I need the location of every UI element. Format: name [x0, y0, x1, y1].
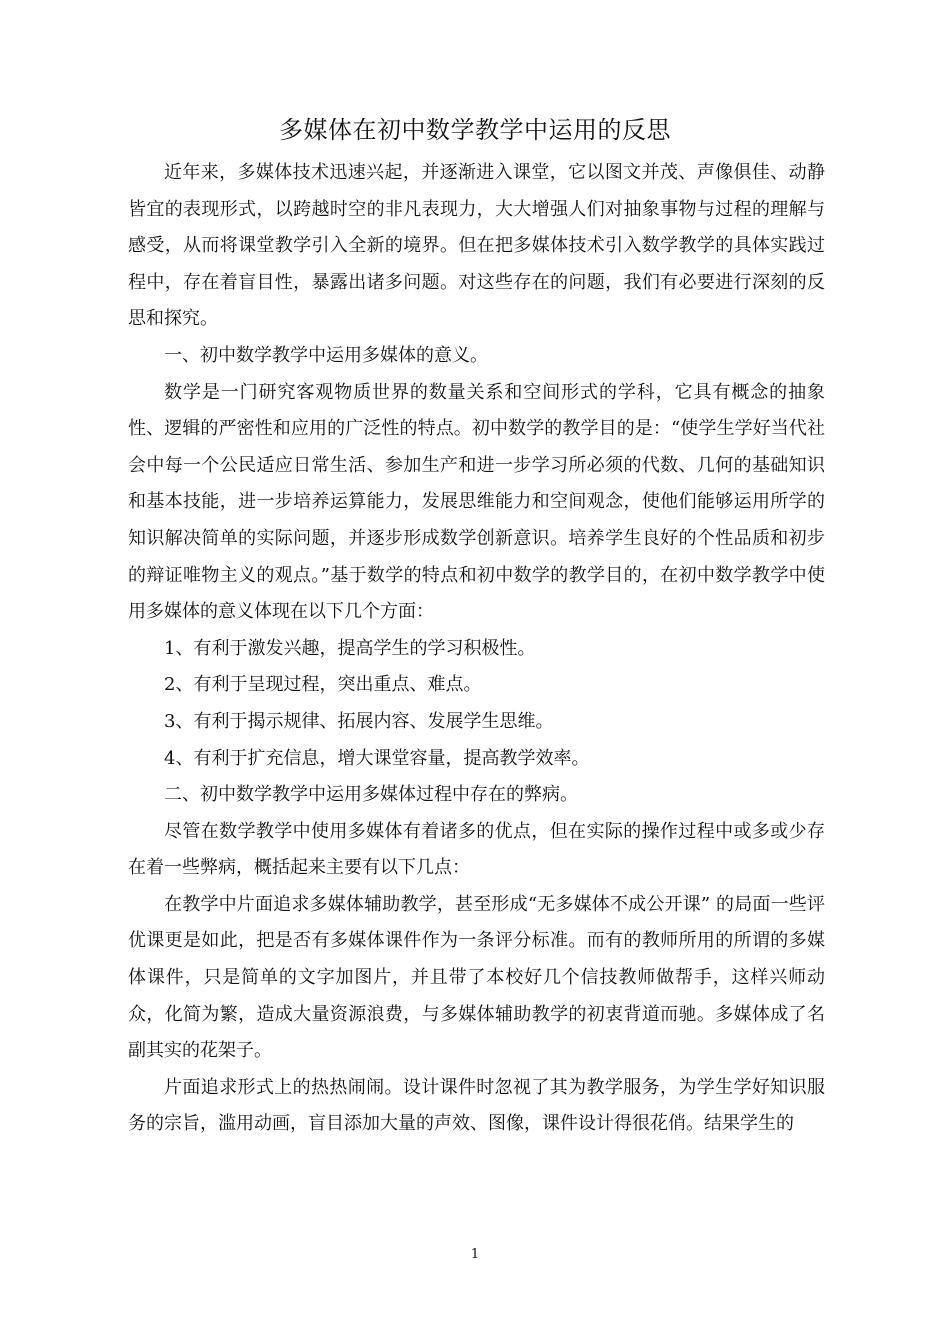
- paragraph-drawbacks-intro: 尽管在数学教学中使用多媒体有着诸多的优点，但在实际的操作过程中或多或少存在着一些弊病，概括起来主要有以下几点：: [128, 820, 825, 879]
- section-heading-2: 二、初中数学教学中运用多媒体过程中存在的弊病。: [164, 784, 578, 806]
- paragraph-math-meaning: 数学是一门研究客观物质世界的数量关系和空间形式的学科，它具有概念的抽象性、逻辑的严密性和应用的广泛性的特点。初中数学的教学目的是：“使学生学好当代社会中每一个公民适应日常生活、参加生产和进一步学习所必须的代数、几何的基础知识和基本技能，进一步培养运算能力，发展思维能力和空间观念，使他们能够运用所学的知识解决简单的实际问题，并逐步形成数学创新意识。培养学生良好的个性品质和初步的辩证唯物主义的观点。”基于数学的特点和初中数学的教学目的，在初中数学教学中使用多媒体的意义体现在以下几个方面：: [128, 381, 825, 623]
- list-item-1: 1、有利于激发兴趣，提高学生的学习积极性。: [164, 637, 536, 659]
- list-item-4: 4、有利于扩充信息，增大课堂容量，提高教学效率。: [164, 747, 590, 769]
- paragraph-drawback-1: 在教学中片面追求多媒体辅助教学，甚至形成“无多媒体不成公开课” 的局面一些评优课更是如此，把是否有多媒体课件作为一条评分标准。而有的教师所用的所谓的多媒体课件，只是简单的文字加图片，并且带了本校好几个信技教师做帮手，这样兴师动众，化简为繁，造成大量资源浪费，与多媒体辅助教学的初衷背道而驰。多媒体成了名副其实的花架子。: [128, 893, 825, 1062]
- document-title: 多媒体在初中数学教学中运用的反思: [279, 116, 671, 144]
- paragraph-intro: 近年来，多媒体技术迅速兴起，并逐渐进入课堂，它以图文并茂、声像俱佳、动静皆宜的表现形式，以跨越时空的非凡表现力，大大增强人们对抽象事物与过程的理解与感受，从而将课堂教学引入全新的境界。但在把多媒体技术引入数学教学的具体实践过程中，存在着盲目性，暴露出诸多问题。对这些存在的问题，我们有必要进行深刻的反思和探究。: [128, 162, 825, 330]
- list-item-2: 2、有利于呈现过程，突出重点、难点。: [164, 674, 482, 696]
- document-body: [128, 155, 825, 1143]
- section-heading-1: 一、初中数学教学中运用多媒体的意义。: [164, 344, 488, 366]
- list-item-3: 3、有利于揭示规律、拓展内容、发展学生思维。: [164, 710, 554, 732]
- page-number: 1: [470, 1247, 480, 1262]
- paragraph-drawback-2: 片面追求形式上的热热闹闹。设计课件时忽视了其为教学服务，为学生学好知识服务的宗旨，滥用动画，盲目添加大量的声效、图像，课件设计得很花俏。结果学生的: [128, 1076, 825, 1135]
